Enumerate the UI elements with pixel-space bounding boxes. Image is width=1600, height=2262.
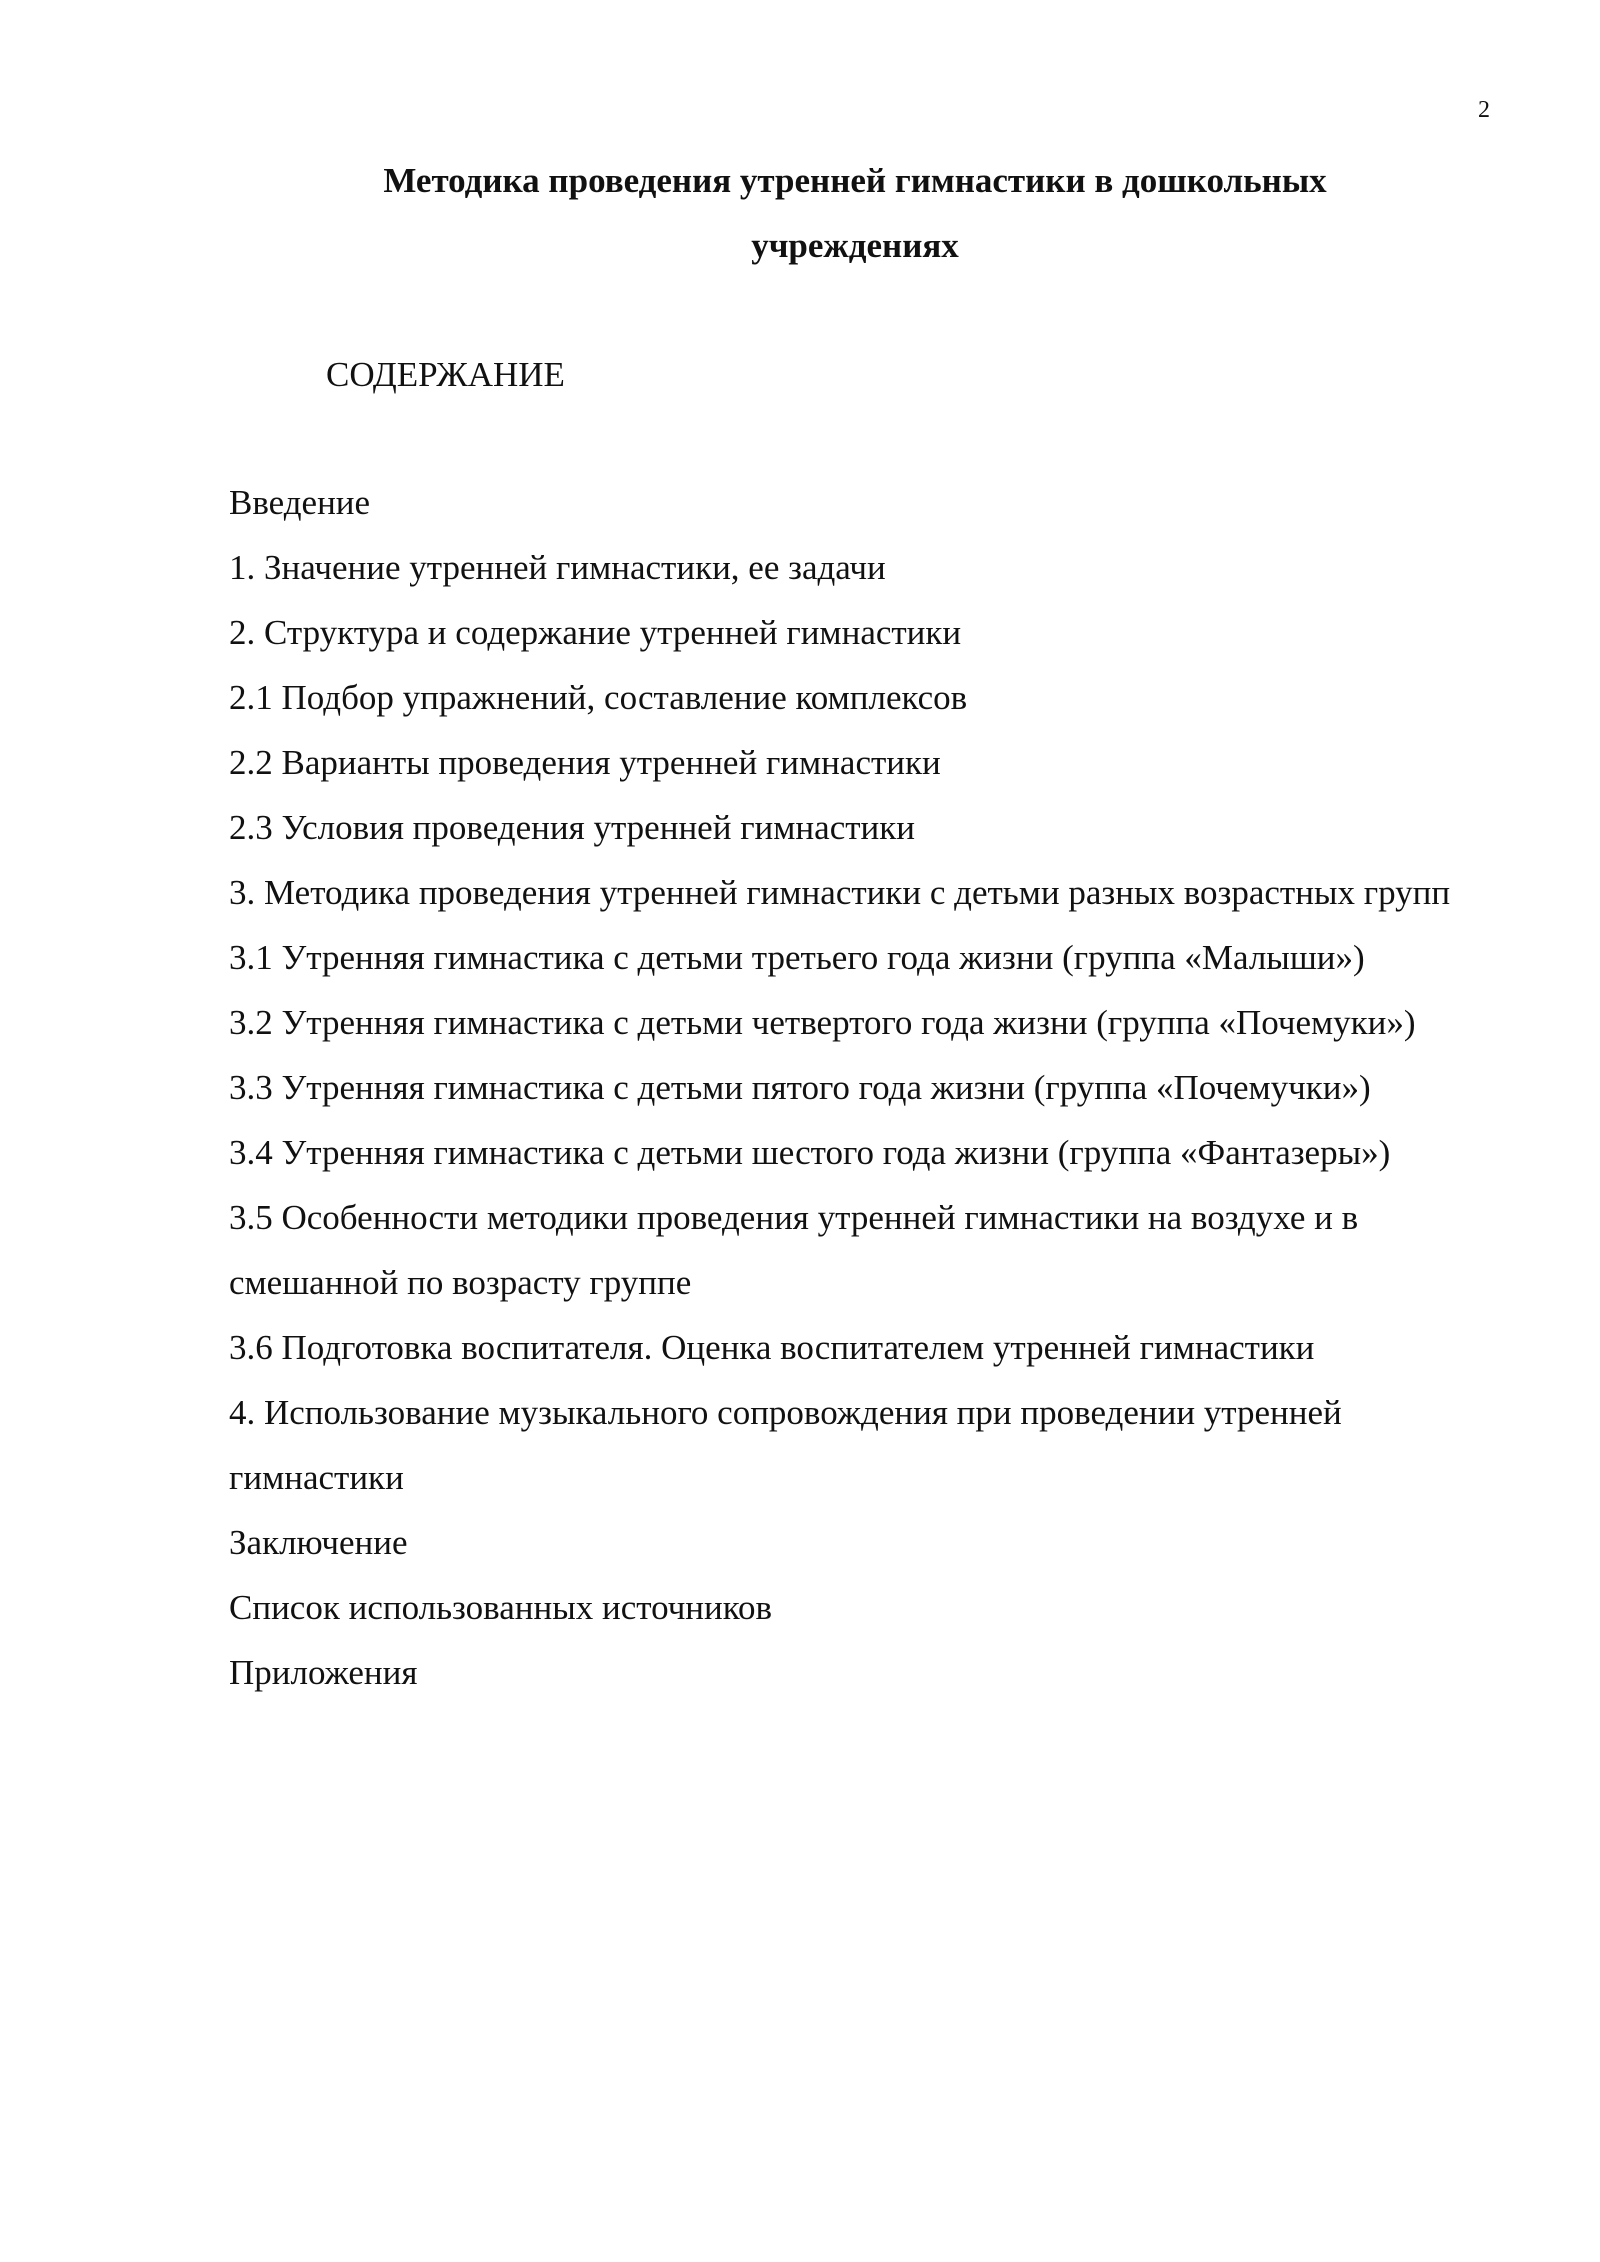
toc-item: 3. Методика проведения утренней гимнастики с детьми разных возрастных групп bbox=[229, 873, 1451, 912]
toc-item: 2.1 Подбор упражнений, составление комплексов bbox=[229, 678, 968, 717]
toc-item: Введение bbox=[229, 483, 371, 522]
toc-item: Приложения bbox=[229, 1653, 418, 1692]
page-number: 2 bbox=[1478, 97, 1490, 123]
toc-item: 3.4 Утренняя гимнастика с детьми шестого года жизни (группа «Фантазеры») bbox=[229, 1133, 1391, 1172]
toc-item: 4. Использование музыкального сопровождения при проведении утренней гимнастики bbox=[229, 1393, 1342, 1497]
toc-item: 1. Значение утренней гимнастики, ее задачи bbox=[229, 548, 886, 587]
toc-item: 3.1 Утренняя гимнастика с детьми третьего года жизни (группа «Малыши») bbox=[229, 938, 1365, 977]
toc-item: Заключение bbox=[229, 1523, 408, 1562]
toc-item: Список использованных источников bbox=[229, 1588, 773, 1627]
toc-item: 2. Структура и содержание утренней гимнастики bbox=[229, 613, 962, 652]
toc-item: 3.3 Утренняя гимнастика с детьми пятого года жизни (группа «Почемучки») bbox=[229, 1068, 1371, 1107]
toc-item: 3.6 Подготовка воспитателя. Оценка воспитателем утренней гимнастики bbox=[229, 1328, 1315, 1367]
toc-item: 2.3 Условия проведения утренней гимнастики bbox=[229, 808, 915, 847]
toc-item: 3.5 Особенности методики проведения утренней гимнастики на воздухе и в смешанной по возрасту группе bbox=[229, 1198, 1359, 1302]
toc-heading: СОДЕРЖАНИЕ bbox=[326, 355, 565, 394]
document-title: Методика проведения утренней гимнастики в дошкольных учреждениях bbox=[383, 161, 1327, 265]
toc-item: 2.2 Варианты проведения утренней гимнастики bbox=[229, 743, 941, 782]
toc-item: 3.2 Утренняя гимнастика с детьми четвертого года жизни (группа «Почемуки») bbox=[229, 1003, 1416, 1042]
toc-list bbox=[229, 470, 1499, 1705]
